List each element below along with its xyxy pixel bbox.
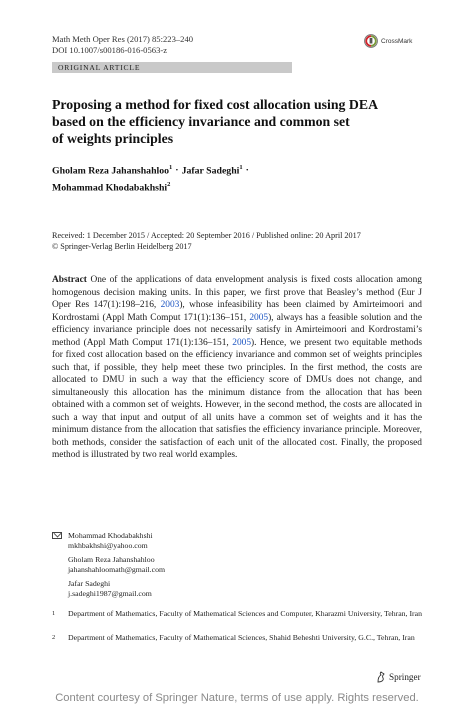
contact-email[interactable]: jahanshahloomath@gmail.com [68, 565, 166, 574]
crossmark-label: CrossMark [381, 37, 413, 45]
contact-email[interactable]: mkhbakhshi@yahoo.com [68, 541, 148, 550]
citation-link[interactable]: 2005 [232, 337, 252, 348]
citation-link[interactable]: 2003 [160, 300, 180, 310]
abstract-label: Abstract [52, 275, 87, 285]
author-affiliation-mark: 1 [239, 164, 243, 171]
title-line: based on the efficiency invariance and common set [52, 114, 350, 129]
author-separator: · [175, 165, 179, 177]
journal-volume-line: Math Meth Oper Res (2017) 85:223–240 [52, 34, 194, 44]
copyright-line: © Springer-Verlag Berlin Heidelberg 2017 [52, 242, 192, 251]
contact-entry [68, 555, 165, 575]
author-list [52, 161, 422, 196]
author-affiliation-mark: 2 [167, 181, 171, 189]
author-name[interactable]: Jafar Sadeghi [181, 165, 240, 177]
history-dates: Received: 1 December 2015 / Accepted: 20 September 2016 / Published online: 20 April 2017 [52, 231, 361, 240]
citation-link[interactable]: 2005 [249, 312, 269, 323]
doi-line[interactable]: DOI 10.1007/s00186-016-0563-z [52, 45, 168, 55]
affiliation [52, 609, 422, 629]
article-type-band [52, 62, 292, 73]
author-separator: · [245, 165, 249, 177]
contact-email[interactable]: j.sadeghi1987@gmail.com [68, 589, 152, 598]
affiliation-number: 1 [52, 610, 56, 617]
affiliation-number: 2 [52, 634, 56, 641]
springer-logo[interactable] [376, 671, 421, 683]
title-line: of weights principles [52, 131, 174, 146]
contact-name: Gholam Reza Jahanshahloo [68, 555, 155, 564]
springer-horse-icon [376, 671, 386, 683]
affiliation [52, 633, 422, 653]
crossmark-badge[interactable] [364, 34, 412, 48]
contact-name: Jafar Sadeghi [68, 579, 111, 588]
author-name[interactable]: Gholam Reza Jahanshahloo [52, 165, 170, 177]
springer-label: Springer [389, 672, 421, 682]
journal-citation [52, 34, 193, 56]
article-type: ORIGINAL ARTICLE [58, 63, 141, 72]
title-line: Proposing a method for fixed cost allocation using DEA [52, 97, 379, 112]
envelope-icon [52, 532, 62, 539]
contact-entry [68, 579, 152, 599]
abstract-text: One of the applications of data envelopment analysis is fixed costs allocation among homogenous decision making units. In this paper, we first prove that Beasley’s method (Eur J Oper Res 147(1):198–216, [52, 275, 422, 310]
affiliation-text: Department of Mathematics, Faculty of Mathematical Sciences, Shahid Beheshti University, G.C., Tehran, Iran [68, 633, 415, 642]
author-affiliation-mark: 1 [169, 164, 173, 171]
courtesy-notice: Content courtesy of Springer Nature, terms of use apply. Rights reserved. [55, 692, 419, 704]
paper-title [52, 96, 422, 147]
abstract-text: ), whose infeasibility has been claimed by Amirteimoori and Kordrostami (Appl Math Comput 171(1):136–151, [52, 300, 422, 323]
affiliation-text: Department of Mathematics, Faculty of Mathematical Sciences and Computer, Kharazmi University, Tehran, Iran [68, 609, 423, 618]
abstract-text: ). Hence, we present two equitable methods for fixed cost allocation based on the efficiency invariance and common set of weights principles such that, if possible, they help meet these two principles. In the first method, the costs are allocated to DMU in such a way that the efficiency score of DMUs does not change, and simultaneously this allocation has the minimum distance from the allocation that has been obtained with a common set of weights. However, in the second method, the costs are allocated in such a way that input and output of all units have a common set of weights and it has the minimum distance from the allocation that satisfies the efficiency invariance principle. Moreover, both methods, consider the satisfaction of each unit of the allocated cost. Finally, the proposed method is illustrated by two real world examples. [52, 337, 423, 460]
contact-name: Mohammad Khodabakhshi [68, 531, 153, 540]
publication-dates [52, 230, 432, 252]
crossmark-icon [364, 34, 378, 48]
author-name[interactable]: Mohammad Khodabakhshi [52, 182, 168, 194]
abstract [52, 274, 422, 462]
abstract-text: ), always has a feasible solution and the efficiency invariance principle does not necessarily satisfy in Amirteimoori and Kordrostami’s method (Appl Math Comput 171(1):136–151, [52, 312, 422, 348]
contact-entry [68, 531, 153, 551]
correspondence-block [52, 531, 422, 601]
